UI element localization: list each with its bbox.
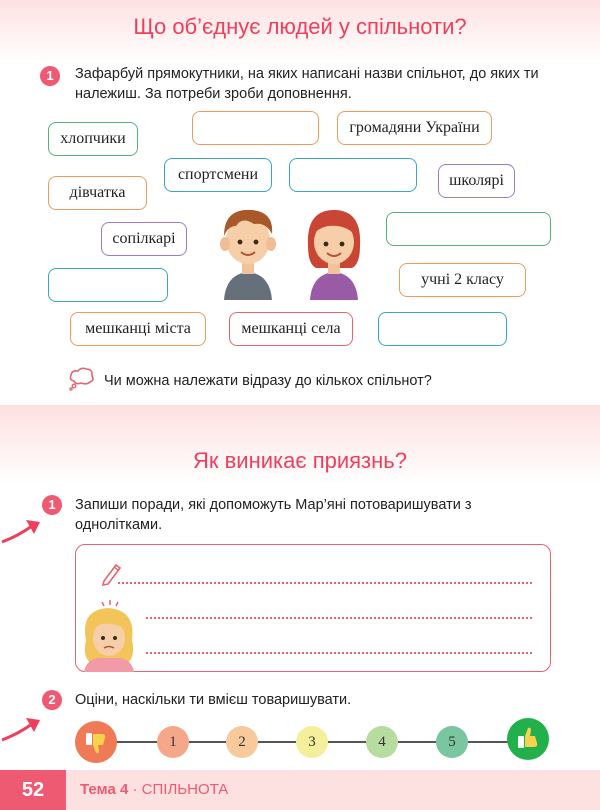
section-title-friendship: Як виникає приязнь? — [192, 448, 407, 473]
community-box-empty[interactable] — [289, 158, 417, 192]
rating-option[interactable]: 1 — [157, 726, 189, 758]
community-box[interactable]: школярі — [438, 164, 515, 198]
thumbs-down-icon — [75, 721, 117, 763]
community-box[interactable]: громадяни України — [337, 111, 492, 145]
community-box[interactable]: учні 2 класу — [399, 263, 526, 297]
footer-topic — [80, 770, 228, 810]
community-box-empty[interactable] — [378, 312, 507, 346]
community-box[interactable]: хлопчики — [48, 122, 138, 156]
community-box[interactable]: мешканці села — [229, 312, 353, 346]
footer-topic-label: Тема 4 — [80, 781, 129, 798]
arrow-icon — [0, 714, 44, 744]
community-box[interactable]: спортсмени — [164, 158, 272, 192]
children-illustration — [212, 200, 372, 300]
task-number: 1 — [40, 66, 60, 86]
rating-option[interactable]: 5 — [436, 726, 468, 758]
girl-figure — [308, 210, 360, 300]
task-text: Зафарбуй прямокутники, на яких написані назви спільнот, до яких ти належиш. За потреби зроби доповнення. — [75, 66, 539, 102]
girl-maryana-illustration — [72, 596, 148, 672]
section-title-communities: Що об’єднує людей у спільноти? — [133, 14, 467, 39]
question-text: Чи можна належати відразу до кількох спільнот? — [104, 373, 432, 389]
community-box-empty[interactable] — [192, 111, 319, 145]
footer-separator: · — [128, 781, 142, 798]
thumbs-up-icon — [507, 718, 549, 760]
arrow-icon — [0, 516, 44, 546]
rating-option[interactable]: 4 — [366, 726, 398, 758]
community-box[interactable]: дівчатка — [48, 176, 147, 210]
rating-option[interactable]: 2 — [226, 726, 258, 758]
footer-section-label: СПІЛЬНОТА — [141, 781, 229, 798]
thought-bubble-icon — [68, 367, 96, 391]
task-text: Запиши поради, які допоможуть Мар’яні потоваришувати з однолітками. — [75, 497, 472, 533]
community-box[interactable]: мешканці міста — [70, 312, 206, 346]
answer-line[interactable] — [118, 582, 532, 584]
task-number: 1 — [42, 495, 62, 515]
rating-option[interactable]: 3 — [296, 726, 328, 758]
boy-figure — [220, 210, 276, 300]
answer-line[interactable] — [146, 617, 532, 619]
rating-worst-button[interactable] — [75, 721, 117, 763]
community-box-empty[interactable] — [386, 212, 551, 246]
page-number: 52 — [0, 770, 66, 810]
task-number: 2 — [42, 690, 62, 710]
answer-line[interactable] — [146, 652, 532, 654]
rating-best-button[interactable] — [507, 718, 549, 760]
community-box[interactable]: сопілкарі — [101, 222, 187, 256]
task-text: Оціни, наскільки ти вмієш товаришувати. — [75, 692, 352, 708]
community-box-empty[interactable] — [48, 268, 168, 302]
